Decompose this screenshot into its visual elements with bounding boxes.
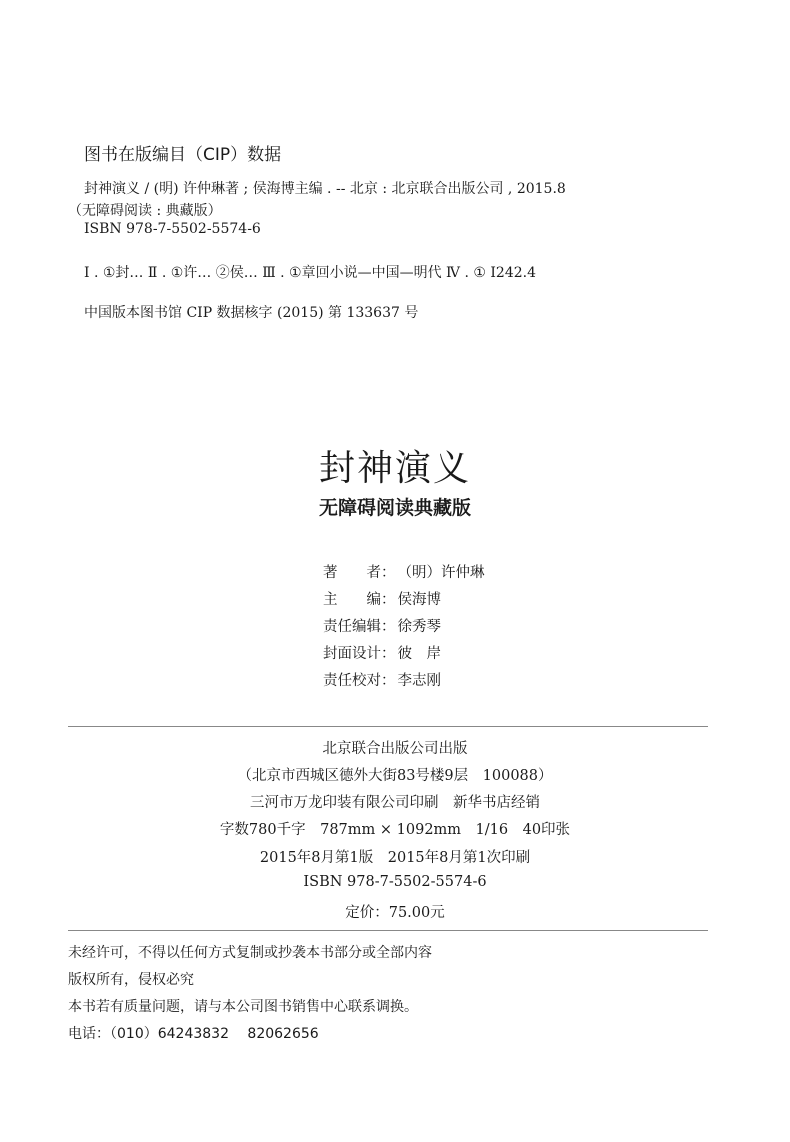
credit-label: 封面设计： xyxy=(323,646,396,662)
credit-responsible-editor xyxy=(323,614,485,641)
credit-author xyxy=(323,560,485,587)
credit-label: 责任校对： xyxy=(323,673,396,689)
credit-cover-design xyxy=(323,641,485,668)
credit-label: 著 者： xyxy=(323,565,396,581)
copy-notice: 未经许可，不得以任何方式复制或抄袭本书部分或全部内容 xyxy=(68,945,432,961)
cip-line-series: （无障碍阅读 : 典藏版） xyxy=(68,203,222,219)
credit-label: 责任编辑： xyxy=(323,619,396,635)
credit-value: 彼 岸 xyxy=(397,646,441,662)
edition-line: 2015年8月第1版 2015年8月第1次印刷 xyxy=(259,850,531,866)
phone-notice: 电话：（010）64243832 82062656 xyxy=(68,1026,319,1042)
credit-proofreader xyxy=(323,668,485,695)
cip-line-bibliographic: 封神演义 / (明) 许仲琳著 ; 侯海博主编 . -- 北京 : 北京联合出版公司 , 2015.8 xyxy=(84,181,566,197)
credit-chief-editor xyxy=(323,587,485,614)
cip-line-classification: Ⅰ . ①封… Ⅱ . ①许… ②侯… Ⅲ . ①章回小说—中国—明代 Ⅳ . ① I242.4 xyxy=(84,265,536,281)
price-line: 定价：75.00元 xyxy=(345,905,445,921)
isbn-line: ISBN 978-7-5502-5574-6 xyxy=(303,874,487,890)
cip-line-isbn: ISBN 978-7-5502-5574-6 xyxy=(84,221,261,237)
quality-notice: 本书若有质量问题，请与本公司图书销售中心联系调换。 xyxy=(68,999,418,1015)
publisher-line: 北京联合出版公司出版 xyxy=(322,741,468,757)
credit-value: （明）许仲琳 xyxy=(397,565,485,581)
cip-line-data-number: 中国版本图书馆 CIP 数据核字 (2015) 第 133637 号 xyxy=(84,305,419,321)
book-subtitle: 无障碍阅读典藏版 xyxy=(318,497,471,519)
publisher-address: （北京市西城区德外大街83号楼9层 100088） xyxy=(237,768,553,784)
credit-value: 李志刚 xyxy=(397,673,441,689)
format-line: 字数780千字 787mm × 1092mm 1/16 40印张 xyxy=(219,822,571,838)
book-title: 封神演义 xyxy=(318,448,471,489)
printer-line: 三河市万龙印装有限公司印刷 新华书店经销 xyxy=(250,795,540,811)
credits-list xyxy=(323,560,485,695)
credit-label: 主 编： xyxy=(323,592,396,608)
cip-heading: 图书在版编目（CIP）数据 xyxy=(84,145,282,165)
divider-bottom xyxy=(68,930,708,931)
credit-value: 侯海博 xyxy=(397,592,441,608)
rights-notice: 版权所有，侵权必究 xyxy=(68,972,194,988)
credit-value: 徐秀琴 xyxy=(397,619,441,635)
divider-top xyxy=(68,726,708,727)
